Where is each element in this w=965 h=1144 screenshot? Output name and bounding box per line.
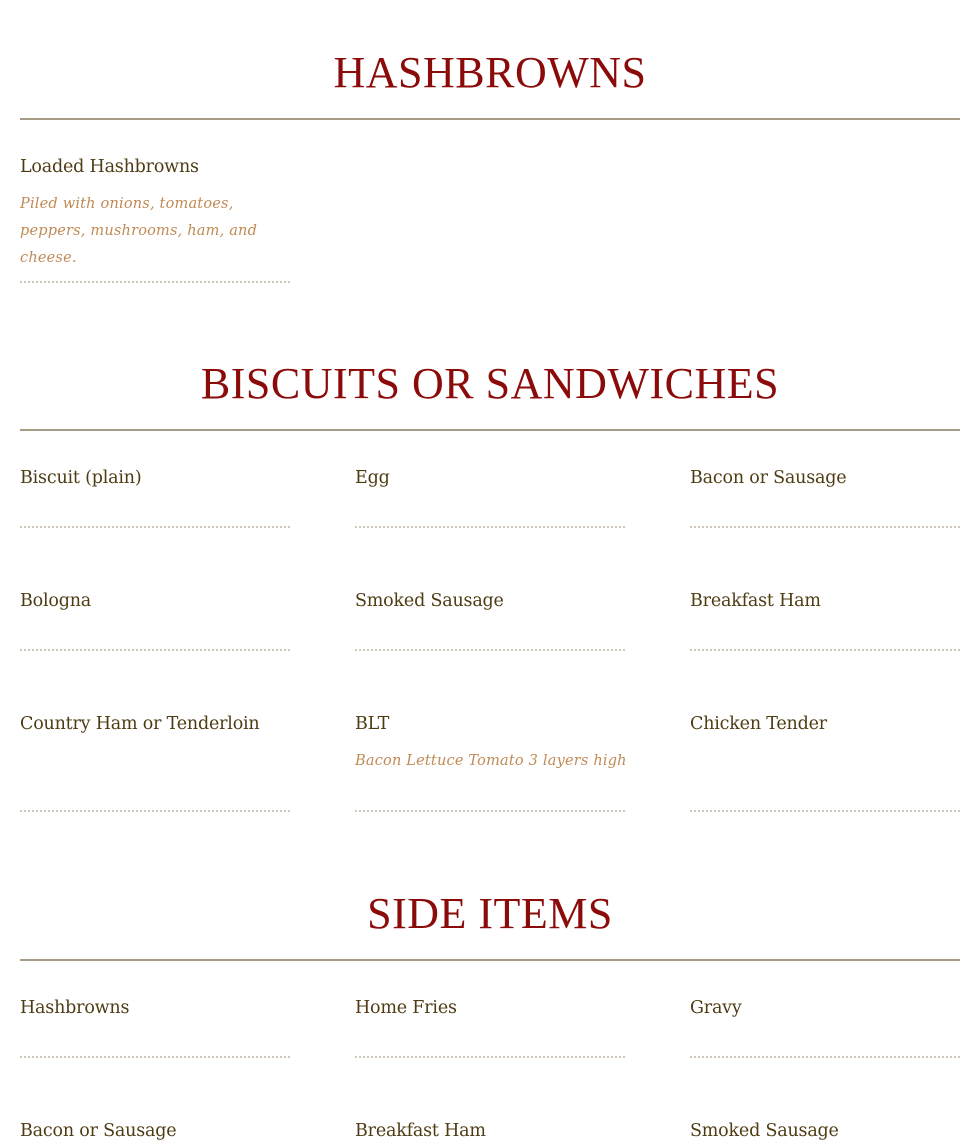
menu-item-gravy[interactable] — [690, 996, 960, 1020]
item-name: Egg — [355, 468, 390, 488]
menu-item-bacon-or-sausage-side[interactable] — [20, 1119, 290, 1143]
item-name: Chicken Tender — [690, 714, 827, 734]
menu-item-blt[interactable] — [355, 712, 625, 775]
item-price-leader — [20, 810, 290, 812]
item-name: Biscuit (plain) — [20, 468, 142, 488]
menu-item-loaded-hashbrowns[interactable] — [20, 155, 290, 272]
menu-item-smoked-sausage-side[interactable] — [690, 1119, 960, 1143]
item-price-leader — [690, 810, 960, 812]
item-description: Bacon Lettuce Tomato 3 layers high — [355, 753, 627, 769]
item-price-leader — [690, 526, 960, 528]
menu-item-bologna[interactable] — [20, 589, 290, 613]
menu-item-biscuit-plain[interactable] — [20, 466, 290, 490]
item-description: Piled with onions, tomatoes, peppers, mushrooms, ham, and cheese. — [20, 196, 258, 266]
menu-item-egg[interactable] — [355, 466, 625, 490]
item-price-leader — [355, 649, 625, 651]
menu-item-home-fries[interactable] — [355, 996, 625, 1020]
item-name: Country Ham or Tenderloin — [20, 714, 260, 734]
item-name: Bacon or Sausage — [20, 1121, 177, 1141]
section-title: SIDE ITEMS — [367, 889, 613, 938]
item-price-leader — [690, 1056, 960, 1058]
item-name: BLT — [355, 714, 390, 734]
section-title: BISCUITS OR SANDWICHES — [200, 359, 780, 408]
menu-item-chicken-tender[interactable] — [690, 712, 960, 736]
item-price-leader — [355, 1056, 625, 1058]
item-name: Smoked Sausage — [355, 591, 504, 611]
item-price-leader — [20, 281, 290, 283]
menu-item-hashbrowns[interactable] — [20, 996, 290, 1020]
item-name: Bacon or Sausage — [690, 468, 847, 488]
item-name: Breakfast Ham — [355, 1121, 486, 1141]
item-price-leader — [20, 1056, 290, 1058]
item-name: Gravy — [690, 998, 742, 1018]
item-price-leader — [690, 649, 960, 651]
item-name: Smoked Sausage — [690, 1121, 839, 1141]
menu-item-bacon-or-sausage[interactable] — [690, 466, 960, 490]
item-name: Bologna — [20, 591, 92, 611]
item-name: Home Fries — [355, 998, 457, 1018]
menu-item-breakfast-ham-side[interactable] — [355, 1119, 625, 1143]
section-title: HASHBROWNS — [333, 48, 647, 97]
section-divider — [20, 118, 960, 120]
item-name: Hashbrowns — [20, 998, 130, 1018]
menu-item-smoked-sausage[interactable] — [355, 589, 625, 613]
menu-item-breakfast-ham[interactable] — [690, 589, 960, 613]
section-divider — [20, 429, 960, 431]
item-price-leader — [20, 526, 290, 528]
item-price-leader — [355, 810, 625, 812]
menu-item-country-ham-or-tenderloin[interactable] — [20, 712, 290, 736]
item-name: Breakfast Ham — [690, 591, 821, 611]
item-name: Loaded Hashbrowns — [20, 157, 199, 177]
section-divider — [20, 959, 960, 961]
item-price-leader — [20, 649, 290, 651]
item-price-leader — [355, 526, 625, 528]
